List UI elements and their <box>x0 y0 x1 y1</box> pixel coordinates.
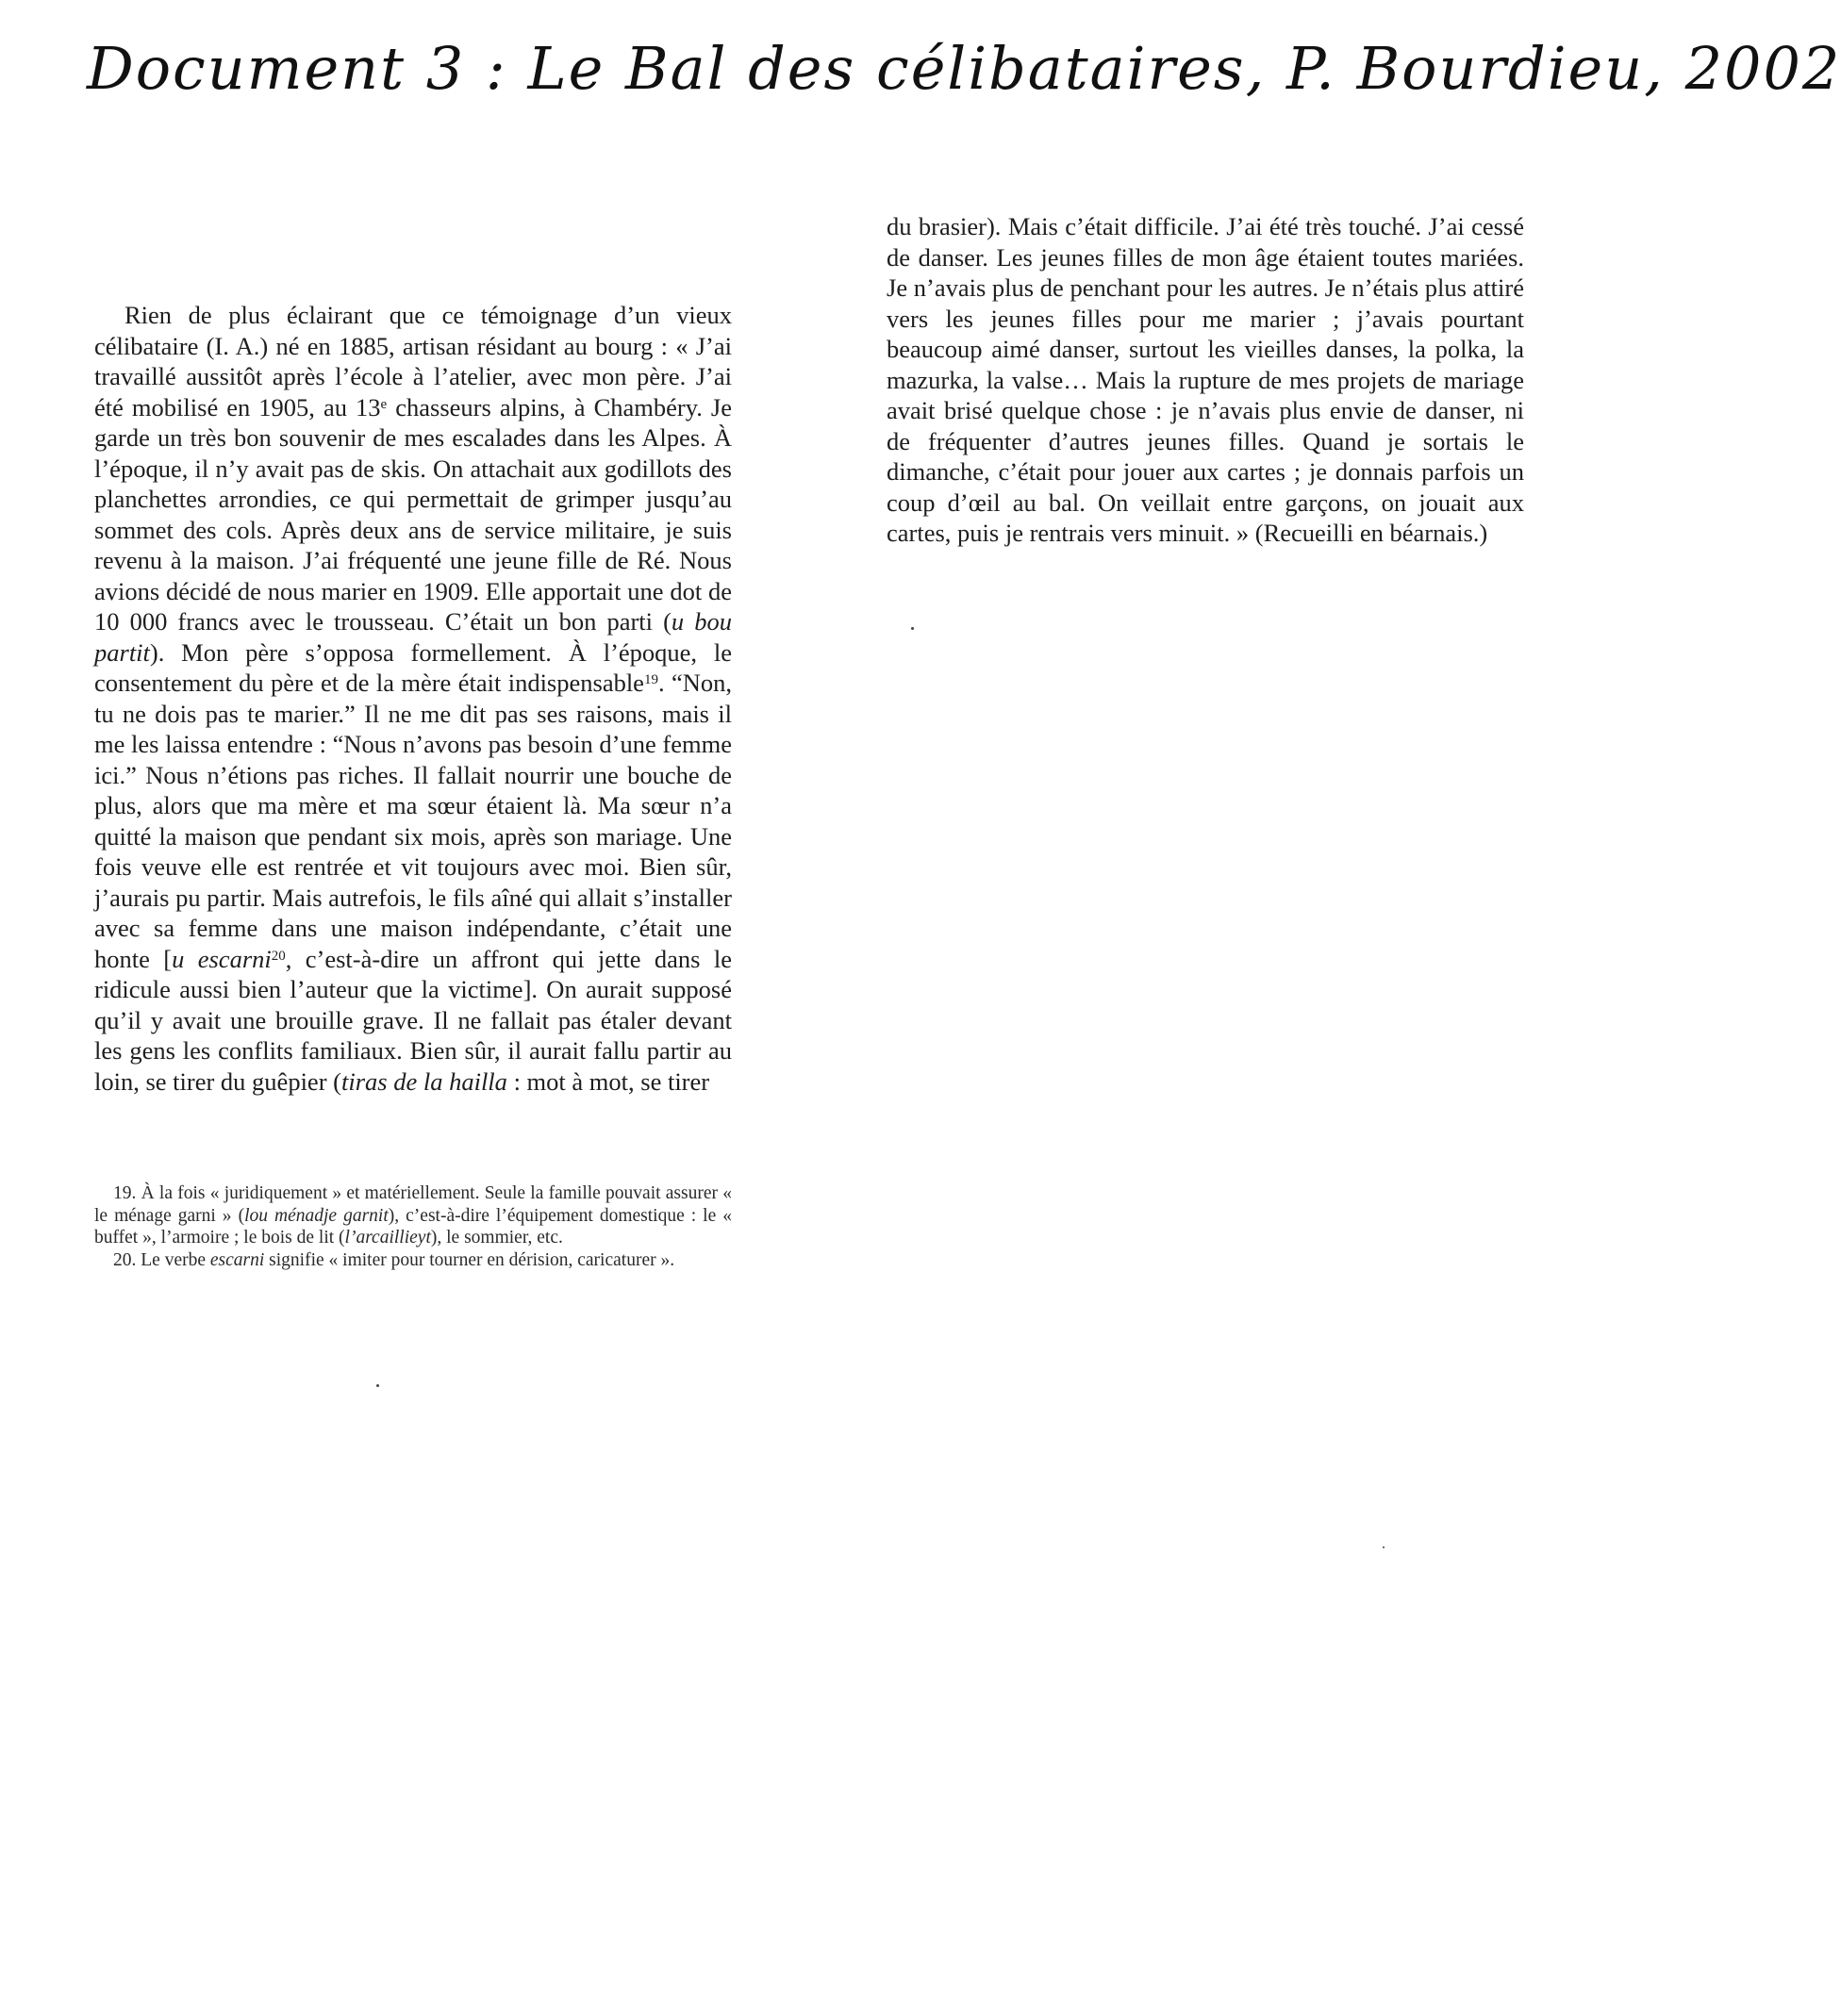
bearnais-term: u escarni <box>172 944 272 973</box>
text-segment: chasseurs alpins, à Chambéry. Je garde un très bon souvenir de mes escalades dans les Alpes. À l’époque, il n’y avait pas de skis. On attachait aux godillots des planchettes arrondies, ce qui permettait de grimper jusqu’au sommet des cols. Après deux ans de service militaire, je suis revenu à la maison. J’ai fréquenté une jeune fille de Ré. Nous avions décidé de nous marier en 1909. Elle apportait une dot de 10 000 francs avec le trousseau. C’était un bon parti ( <box>94 392 732 636</box>
text-segment: : mot à mot, se tirer <box>506 1066 710 1096</box>
superscript-ordinal: e <box>380 396 388 412</box>
footnote-text: ), le sommier, etc. <box>430 1228 563 1248</box>
footnote-ref-20: 20 <box>271 948 286 964</box>
text-segment: , c’est-à-dire un affront qui jette dans le ridicule aussi bien l’auteur que la victime]. On aurait supposé qu’il y avait une brouille grave. Il ne fallait pas étaler devant les gens les conflits familiaux. Bien sûr, il aurait fallu partir au loin, se tirer du guêpier ( <box>94 944 733 1096</box>
handwritten-document-title: Document 3 : Le Bal des célibataires, P. Bourdieu, 2002 <box>87 34 1841 103</box>
text-segment: Rien de plus éclairant que ce témoignage d’un vieux célibataire (I. A.) né en 1885, artisan résidant au bourg : « J’ai travaillé aussitôt après l’école à l’atelier, avec mon père. J’ai été mobilisé en 1905, au 13 <box>94 301 732 421</box>
footnote-20 <box>94 1249 732 1272</box>
footnote-ref-19: 19 <box>643 672 658 687</box>
left-text-column <box>94 300 732 1097</box>
bearnais-term: escarni <box>209 1249 265 1270</box>
scan-speck <box>376 1384 379 1387</box>
bearnais-term: tiras de la hailla <box>340 1066 507 1096</box>
footnote-19 <box>94 1182 732 1249</box>
text-segment: ). Mon père s’opposa formellement. À l’époque, le consentement du père et de la mère était indispensable <box>94 637 732 697</box>
text-segment: . “Non, tu ne dois pas te marier.” Il ne me dit pas ses raisons, mais il me les laissa entendre : “Nous n’avons pas besoin d’une femme ici.” Nous n’étions pas riches. Il fallait nourrir une bouche de plus, alors que ma mère et ma sœur étaient là. Ma sœur n’a quitté la maison que pendant six mois, après son mariage. Une fois veuve elle est rentrée et vit toujours avec moi. Bien sûr, j’aurais pu partir. Mais autrefois, le fils aîné qui allait s’installer avec sa femme dans une maison indépendante, c’était une honte [ <box>94 669 732 973</box>
scan-speck <box>1383 1546 1385 1548</box>
footnotes <box>94 1182 732 1271</box>
bearnais-term: l’arcaillieyt <box>344 1228 431 1248</box>
footnote-text: 19. À la fois « juridiquement » et matériellement. Seule la famille pouvait assurer « le ménage garni » ( <box>94 1183 732 1226</box>
right-text-column: du brasier). Mais c’était difficile. J’ai été très touché. J’ai cessé de danser. Les jeunes filles de mon âge étaient toutes mariées. Je n’avais plus de penchant pour les autres. Je n’étais plus attiré vers les jeunes filles pour me marier ; j’avais pourtant beaucoup aimé danser, surtout les vieilles danses, la polka, la mazurka, la valse… Mais la rupture de mes projets de mariage avait brisé quelque chose : je n’avais plus envie de danser, ni de fréquenter d’autres jeunes filles. Quand je sortais le dimanche, c’était pour jouer aux cartes ; je donnais parfois un coup d’œil au bal. On veillait entre garçons, on jouait aux cartes, puis je rentrais vers minuit. » (Recueilli en béarnais.) <box>887 212 1524 547</box>
footnote-text: ), c’est-à-dire l’équipement domestique : le « buffet », l’armoire ; le bois de lit ( <box>94 1205 733 1248</box>
footnote-text: signifie « imiter pour tourner en dérision, caricaturer ». <box>264 1249 675 1270</box>
bearnais-term: lou ménadje garnit <box>244 1205 389 1226</box>
footnote-text: 20. Le verbe <box>113 1249 210 1270</box>
bearnais-term: u bou partit <box>94 607 733 667</box>
scan-speck <box>911 627 914 630</box>
